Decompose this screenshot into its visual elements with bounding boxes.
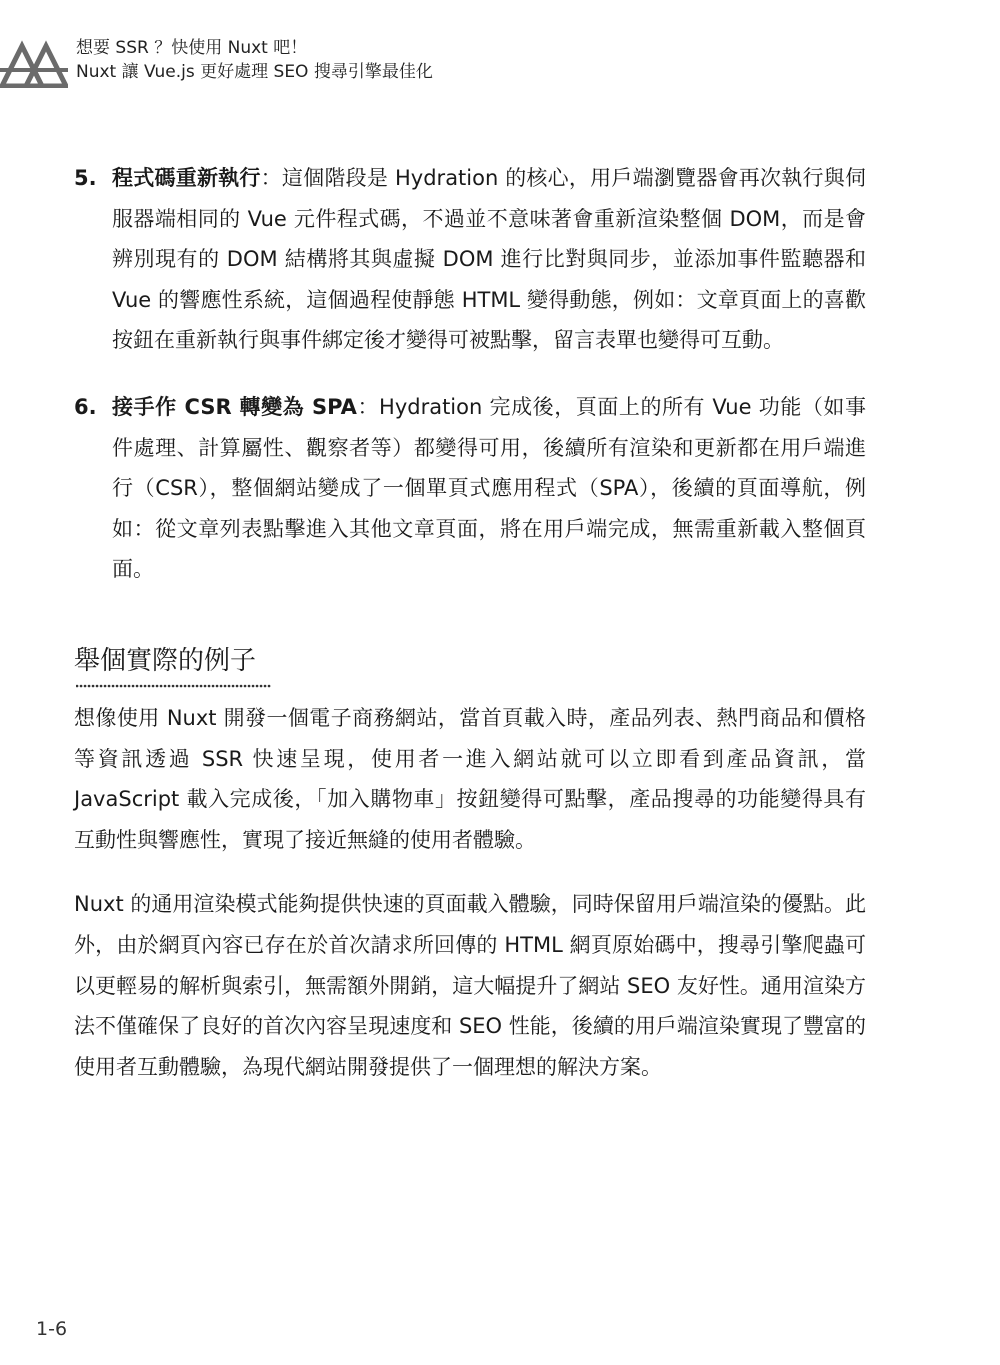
running-header [0,30,1000,100]
section-heading-text: 舉個實際的例子 [74,645,257,676]
list-item-number: 5. [74,166,97,190]
page-body [74,158,866,1111]
list-item-text [112,158,866,361]
header-line-1: 想要 SSR ？快使用 Nuxt 吧！ [76,38,308,58]
paragraph: Nuxt 的通用渲染模式能夠提供快速的頁面載入體驗，同時保留用戶端渲染的優點。此外，由於網頁內容已存在於首次請求所回傳的 HTML 網頁原始碼中，搜尋引擎爬蟲可以更輕易的解析與索引，無需額外開銷，這大幅提升了網站 SEO 友好性。通用渲染方法不僅確保了良好的首次內容呈現速度和 SEO 性能，後續的用戶端渲染實現了豐富的使用者互動體驗，為現代網站開發提供了一個理想的解決方案。 [74,892,866,1079]
page-number: 1-6 [36,1318,68,1340]
list-item [74,158,866,361]
list-item-body: ：這個階段是 Hydration 的核心，用戶端瀏覽器會再次執行與伺服器端相同的 Vue 元件程式碼，不過並不意味著會重新渲染整個 DOM，而是會辨別現有的 DOM 結構將其與虛擬 DOM 進行比對與同步，並添加事件監聽器和 Vue 的響應性系統，這個過程使靜態 HTML 變得動態，例如：文章頁面上的喜歡按鈕在重新執行與事件綁定後才變得可被點擊，留言表單也變得可互動。 [112,166,866,353]
list-item-body: ：Hydration 完成後，頁面上的所有 Vue 功能（如事件處理、計算屬性、觀察者等）都變得可用，後續所有渲染和更新都在用戶端進行（CSR），整個網站變成了一個單頁式應用程式（SPA），後續的頁面導航，例如：從文章列表點擊進入其他文章頁面，將在用戶端完成，無需重新載入整個頁面。 [112,394,866,582]
section-heading [74,642,256,688]
list-item-text [112,387,866,590]
header-title [76,36,433,84]
list-item-number: 6. [74,394,97,419]
paragraph: 想像使用 Nuxt 開發一個電子商務網站，當首頁載入時，產品列表、熱門商品和價格等資訊透過 SSR 快速呈現，使用者一進入網站就可以立即看到產品資訊，當 JavaScript 載入完成後，「加入購物車」按鈕變得可點擊，產品搜尋的功能變得具有互動性與響應性，實現了接近無縫的使用者體驗。 [74,705,866,852]
dotted-underline [76,684,272,688]
list-item-term: 接手作 CSR 轉變為 SPA [112,394,357,419]
triangle-logo-icon [0,40,68,88]
list-item-term: 程式碼重新執行 [112,166,261,190]
header-line-2: Nuxt 讓 Vue.js 更好處理 SEO 搜尋引擎最佳化 [76,62,433,82]
list-item [74,387,866,590]
